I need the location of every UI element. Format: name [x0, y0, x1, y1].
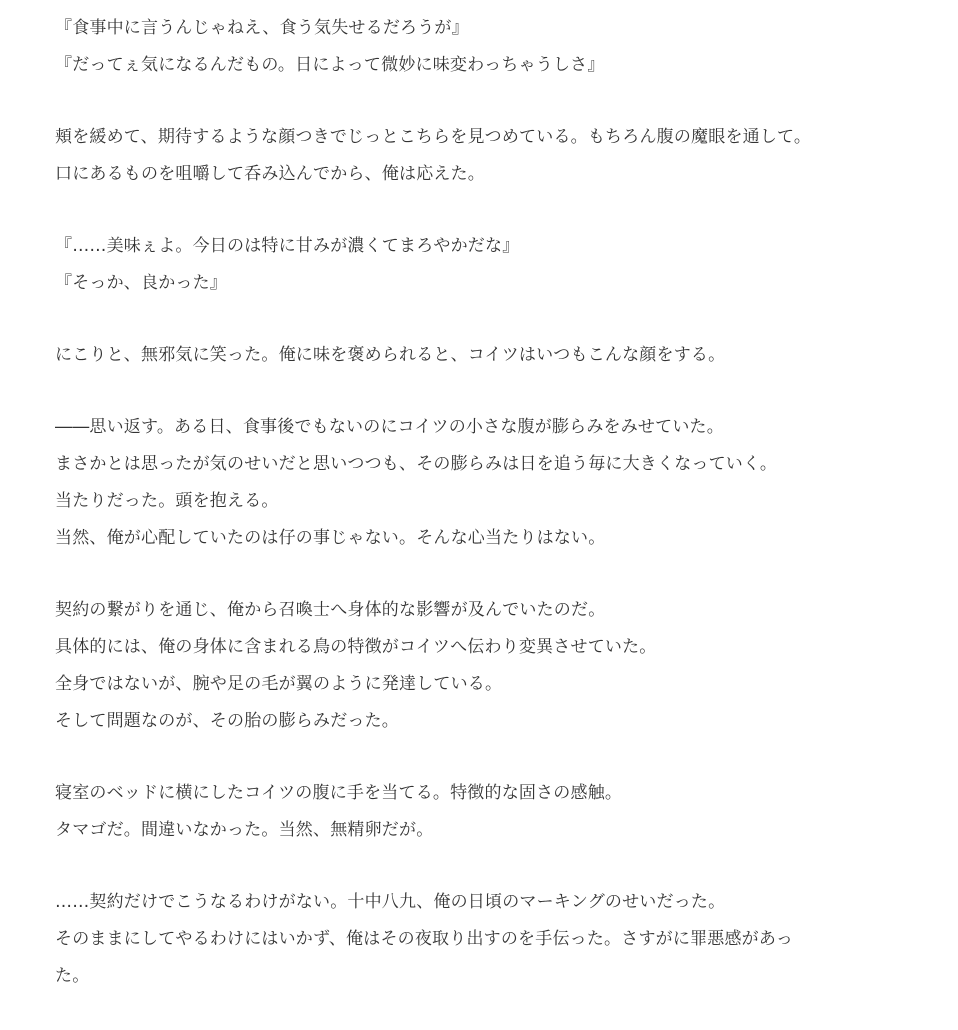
blank-line [55, 193, 915, 228]
text-line: 寝室のベッドに横にしたコイツの腹に手を当てる。特徴的な固さの感触。 [55, 783, 623, 803]
text-line: 頬を緩めて、期待するような顔つきでじっとこちらを見つめている。もちろん腹の魔眼を通して。 [55, 127, 812, 147]
novel-body-text [55, 10, 915, 995]
blank-line [55, 302, 915, 337]
text-line: 『そっか、良かった』 [55, 273, 227, 293]
text-line: ――思い返す。ある日、食事後でもないのにコイツの小さな腹が膨らみをみせていた。 [55, 417, 724, 437]
text-line: まさかとは思ったが気のせいだと思いつつも、その膨らみは日を追う毎に大きくなっていく。 [55, 454, 778, 474]
text-line: 当然、俺が心配していたのは仔の事じゃない。そんな心当たりはない。 [55, 528, 606, 548]
blank-line [55, 84, 915, 119]
text-line: 『だってぇ気になるんだもの。日によって微妙に味変わっちゃうしさ』 [55, 55, 605, 75]
text-line: 『食事中に言うんじゃねえ、食う気失せるだろうが』 [55, 18, 469, 38]
text-line: タマゴだ。間違いなかった。当然、無精卵だが。 [55, 820, 434, 840]
blank-line [55, 740, 915, 775]
blank-line [55, 849, 915, 884]
blank-line [55, 374, 915, 409]
text-line: 口にあるものを咀嚼して呑み込んでから、俺は応えた。 [55, 164, 485, 184]
text-line: 具体的には、俺の身体に含まれる鳥の特徴がコイツへ伝わり変異させていた。 [55, 637, 657, 657]
text-line: ……契約だけでこうなるわけがない。十中八九、俺の日頃のマーキングのせいだった。 [55, 892, 726, 912]
text-line: 当たりだった。頭を抱える。 [55, 491, 279, 511]
text-line: 契約の繋がりを通じ、俺から召喚士へ身体的な影響が及んでいたのだ。 [55, 600, 606, 620]
text-line: 全身ではないが、腕や足の毛が翼のように発達している。 [55, 674, 503, 694]
text-line: そして問題なのが、その胎の膨らみだった。 [55, 711, 399, 731]
text-line: そのままにしてやるわけにはいかず、俺はその夜取り出すのを手伝った。さすがに罪悪感があっ [55, 929, 794, 949]
text-line: た。 [55, 966, 90, 986]
text-line: 『……美味ぇよ。今日のは特に甘みが濃くてまろやかだな』 [55, 236, 520, 256]
blank-line [55, 557, 915, 592]
text-line: にこりと、無邪気に笑った。俺に味を褒められると、コイツはいつもこんな顔をする。 [55, 345, 726, 365]
